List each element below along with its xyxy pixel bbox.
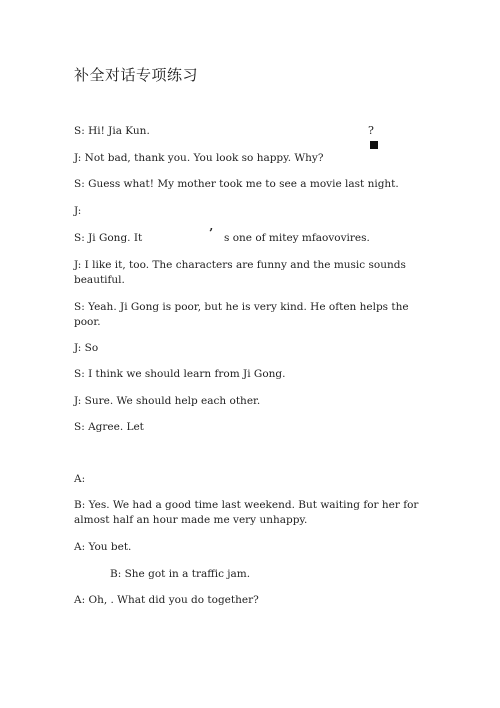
dialogue-line-1: S: Hi! Jia Kun. xyxy=(74,125,150,137)
dialogue-line-10: J: Sure. We should help each other. xyxy=(74,395,261,407)
dialogue-line-2: J: Not bad, thank you. You look so happy. Why? xyxy=(74,152,324,164)
dialogue-line-8: J: So xyxy=(74,342,99,354)
dialogue-line-5-continued: s one of mitey mfaovovires. xyxy=(224,232,370,244)
page-title: 补全对话专项练习 xyxy=(74,66,199,84)
dialogue-line-7: S: Yeah. Ji Gong is poor, but he is very kind. He often helps the poor. xyxy=(74,301,409,328)
dialogue-line-4: J: xyxy=(74,205,82,217)
dialogue-line-13: B: Yes. We had a good time last weekend. But waiting for her for almost half an hour made me very unhappy. xyxy=(74,499,419,526)
dialogue-line-5: S: Ji Gong. It xyxy=(74,232,143,244)
black-square-mark xyxy=(370,141,378,149)
question-mark-glyph: ? xyxy=(368,124,374,137)
dialogue-line-16: A: Oh, . What did you do together? xyxy=(74,594,259,606)
dialogue-line-11: S: Agree. Let xyxy=(74,421,144,433)
dialogue-line-6: J: I like it, too. The characters are funny and the music sounds beautiful. xyxy=(74,259,406,286)
dialogue-line-9: S: I think we should learn from Ji Gong. xyxy=(74,368,286,380)
dialogue-line-15: B: She got in a traffic jam. xyxy=(110,568,251,580)
dialogue-line-12: A: xyxy=(74,473,86,485)
dialogue-line-14: A: You bet. xyxy=(74,541,132,553)
dialogue-line-3: S: Guess what! My mother took me to see a movie last night. xyxy=(74,178,399,190)
apostrophe-glyph: ’ xyxy=(209,226,214,240)
